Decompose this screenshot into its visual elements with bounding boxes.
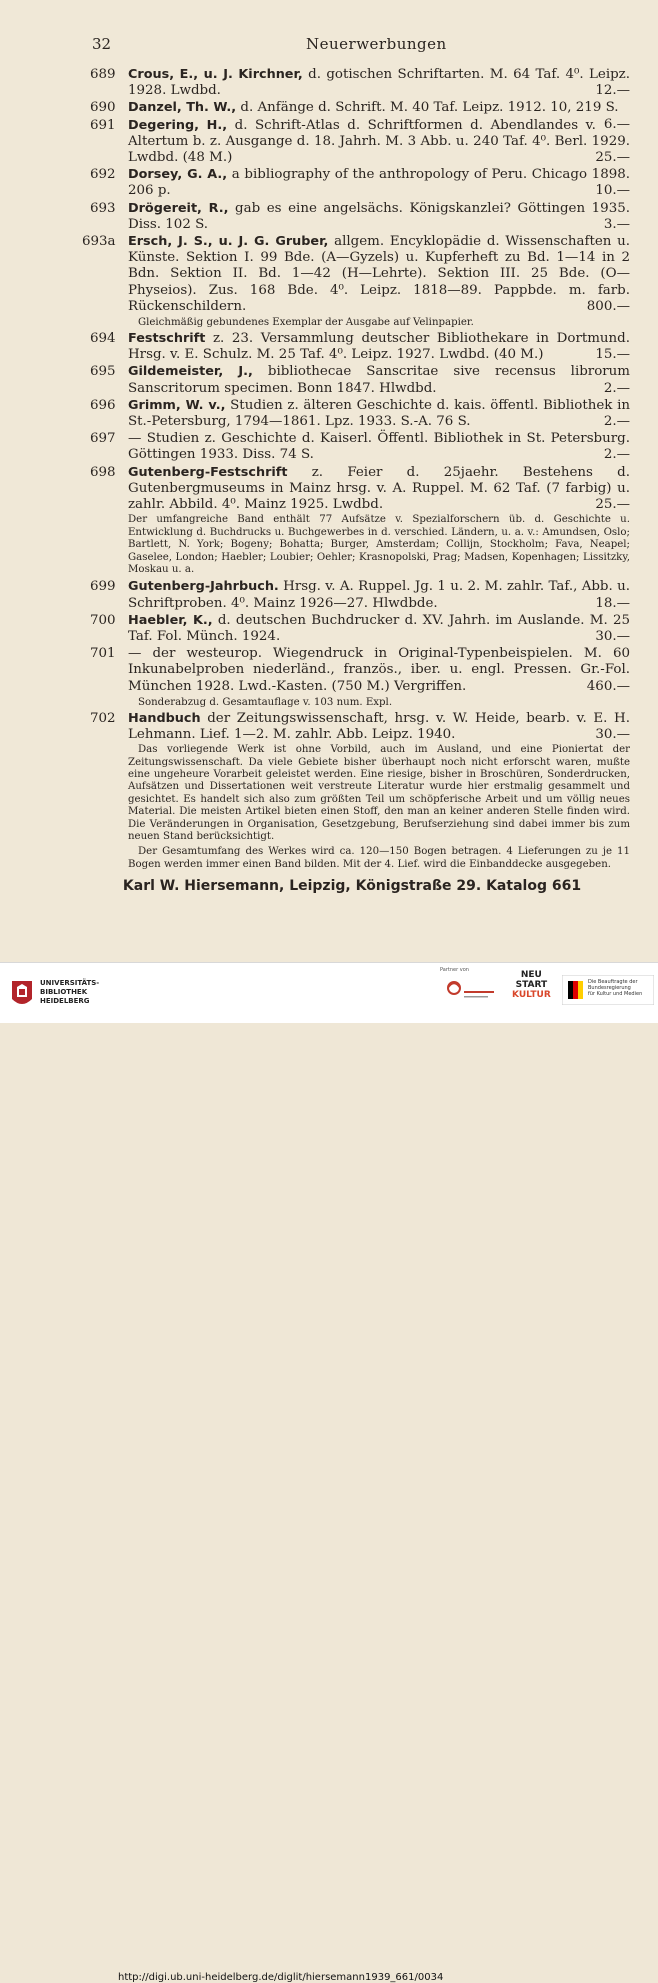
entry-note: Sonderabzug d. Gesamtauflage v. 103 num. Expl.	[138, 696, 393, 708]
entry-author: Gildemeister, J.,	[128, 364, 253, 380]
entry-text: — Studien z. Geschichte d. Kaiserl. Öffentl. Bibliothek in St. Petersburg. Göttingen 1933. Diss. 74 S.	[128, 431, 630, 463]
entry-price: 800.—	[586, 298, 630, 314]
entry-price: 3.—	[603, 216, 630, 232]
entry-price: 30.—	[595, 628, 630, 644]
entry-text: z. 23. Versammlung deutscher Bibliothekare in Dortmund. Hrsg. v. E. Schulz. M. 25 Taf. 4⁰. Leipz. 1927. Lwdbd. (40 M.)	[128, 331, 630, 363]
entry-693	[90, 201, 630, 233]
neustart-kultur-logo: NEU START KULTUR	[512, 970, 551, 1000]
entry-price: 30.—	[595, 726, 630, 742]
catalog-footer: Karl W. Hiersemann, Leipzig, Königstraße 29. Katalog 661	[122, 878, 582, 894]
entry-author: Gutenberg-Festschrift	[128, 464, 288, 480]
page-number: 32	[92, 35, 112, 53]
entry-702	[90, 711, 630, 743]
entry-author: Degering, H.,	[128, 117, 228, 133]
entry-price: 460.—	[586, 678, 630, 694]
entry-author: Gutenberg-Jahrbuch.	[128, 579, 279, 595]
entry-note: Der umfangreiche Band enthält 77 Aufsätze v. Spezialforschern üb. d. Geschichte u. Entwicklung d. Buchdrucks u. Buchgewerbes in d. verschied. Ländern, u. a. v.: Amundsen, Oslo; Bartlett, N. York; Bogeny; Bohatta; Burger, Amsterdam; Collijn, Stockholm; Fava, Neapel; Gaselee, London; Haebler; Loubier; Oehler; Krasnopolski, Prag; Madsen, Kopenhagen; Lissitzky, Moskau u. a.	[128, 514, 630, 575]
entry-price: 25.—	[595, 150, 630, 166]
entry-price: 25.—	[595, 497, 630, 513]
entry-number: 693	[90, 200, 116, 216]
entry-note: Das vorliegende Werk ist ohne Vorbild, auch im Ausland, und eine Pioniertat der Zeitungswissenschaft. Da viele Gebiete bisher überhaupt noch nicht erforscht waren, mußte eine ungeheure Vorarbeit geleistet werden. Eine riesige, bisher in Broschüren, Sonderdrucken, Aufsätzen und Dissertationen weit verstreute Literatur wurde hier erstmalig gesammelt und gesichtet. Es handelt sich also zum größten Teil um schöpferische Arbeit und um völlig neues Material. Die meisten Artikel bieten einen Stoff, den man an keiner anderen Stelle finden wird. Die Veränderungen in Organisation, Gesetzgebung, Berufserziehung sind dabei immer bis zum neuen Stand berücksichtigt.	[128, 744, 630, 842]
entry-694	[90, 331, 630, 363]
entry-text: der Zeitungswissenschaft, hrsg. v. W. Heide, bearb. v. E. H. Lehmann. Lief. 1—2. M. zahlr. Abb. Leipz. 1940.	[128, 710, 630, 742]
entry-price: 18.—	[595, 595, 630, 611]
entry-author: Dorsey, G. A.,	[128, 167, 228, 183]
entry-number: 689	[90, 67, 116, 82]
entry-text: d. gotischen Schriftarten. M. 64 Taf. 4⁰. Leipz. 1928. Lwdbd.	[128, 67, 630, 99]
entry-price: 2.—	[603, 447, 630, 463]
entry-text: bibliothecae Sanscritae sive recensus librorum Sanscritorum specimen. Bonn 1847. Hlwdbd.	[128, 364, 630, 396]
page-title: Neuerwerbungen	[306, 35, 447, 53]
bkm-label: Die Beauftragte der Bundesregierung für Kultur und Medien	[588, 979, 643, 997]
entry-number: 695	[90, 364, 116, 380]
entry-text: gab es eine angelsächs. Königskanzlei? Göttingen 1935. Diss. 102 S.	[128, 200, 630, 232]
heidelberg-seal-icon	[8, 979, 36, 1009]
entry-692	[90, 167, 630, 199]
entry-700	[90, 613, 630, 645]
catalog-page	[0, 0, 658, 962]
page-header	[92, 35, 628, 55]
entry-note: Der Gesamtumfang des Werkes wird ca. 120—150 Bogen betragen. 4 Lieferungen zu je 11 Bogen werden immer einen Band bilden. Mit der 4. Lief. wird die Einbanddecke ausgegeben.	[128, 846, 630, 870]
entry-number: 697	[90, 431, 116, 447]
entry-number: 692	[90, 167, 116, 183]
entry-text: allgem. Encyklopädie d. Wissenschaften u. Künste. Sektion I. 99 Bde. (A—Gyzels) u. Kupferheft zu Bd. 1—14 in 2 Bdn. Sektion II. Bd. 1—42 (H—Lehrte). Sektion III. 25 Bde. (O—Physeios). Zus. 168 Bde. 4⁰. Leipz. 1818—89. Pappbde. m. farb. Rückenschildern.	[128, 234, 630, 314]
entry-author: Grimm, W. v.,	[128, 397, 226, 413]
entry-699	[90, 579, 630, 611]
entry-689	[90, 67, 630, 99]
entry-696	[90, 398, 630, 430]
entry-691	[90, 118, 630, 167]
viewer-footer-bar	[0, 962, 658, 1983]
entry-697	[90, 431, 630, 463]
entry-number: 694	[90, 331, 116, 347]
entry-price: 15.—	[595, 347, 630, 363]
entry-number: 700	[90, 612, 116, 628]
entry-author: Ersch, J. S., u. J. G. Gruber,	[128, 234, 329, 250]
entry-price: 2.—	[603, 380, 630, 396]
entry-number: 696	[90, 397, 116, 413]
entry-701	[90, 646, 630, 695]
entry-text: Hrsg. v. A. Ruppel. Jg. 1 u. 2. M. zahlr. Taf., Abb. u. Schriftproben. 4⁰. Mainz 1926—27. Hlwdbde.	[128, 579, 630, 611]
entry-695	[90, 364, 630, 396]
entry-number: 690	[90, 100, 116, 116]
entry-text: — der westeurop. Wiegendruck in Original-Typenbeispielen. M. 60 Inkunabelproben niederländ., französ., iber. u. engl. Pressen. Gr.-Fol. München 1928. Lwd.-Kasten. (750 M.) Vergriffen.	[128, 646, 630, 694]
entry-author: Crous, E., u. J. Kirchner,	[128, 67, 303, 82]
library-name: UNIVERSITÄTS- BIBLIOTHEK HEIDELBERG	[40, 979, 100, 1005]
entry-author: Handbuch	[128, 710, 201, 726]
entry-698	[90, 465, 630, 514]
entry-693a	[82, 234, 630, 315]
entry-number: 693a	[82, 234, 116, 250]
entry-price: 2.—	[603, 414, 630, 430]
entry-text: a bibliography of the anthropology of Peru. Chicago 1898. 206 p.	[128, 167, 631, 199]
partner-label: Partner von	[440, 967, 469, 973]
entry-text: d. deutschen Buchdrucker d. XV. Jahrh. im Auslande. M. 25 Taf. Fol. Münch. 1924.	[128, 612, 630, 644]
entry-note: Gleichmäßig gebundenes Exemplar der Ausgabe auf Velinpapier.	[138, 317, 474, 329]
entry-text: d. Schrift-Atlas d. Schriftformen d. Abendlandes v. Altertum b. z. Ausgange d. 18. Jahrh. M. 3 Abb. u. 240 Taf. 4⁰. Berl. 1929. Lwdbd. (48 M.)	[128, 117, 630, 166]
partner-logo-icon	[438, 975, 498, 1005]
permalink[interactable]: http://digi.ub.uni-heidelberg.de/diglit/hiersemann1939_661/0034	[118, 1972, 444, 1983]
entry-number: 691	[90, 117, 116, 133]
entry-number: 698	[90, 464, 116, 480]
entry-text: z. Feier d. 25jaehr. Bestehens d. Gutenbergmuseums in Mainz hrsg. v. A. Ruppel. M. 62 Taf. (7 farbig) u. zahlr. Abbild. 4⁰. Mainz 1925. Lwdbd.	[128, 464, 630, 513]
entry-author: Haebler, K.,	[128, 612, 213, 628]
entry-number: 702	[90, 710, 116, 726]
entry-text: Studien z. älteren Geschichte d. kais. öffentl. Bibliothek in St.-Petersburg, 1794—1861. Lpz. 1933. S.-A. 76 S.	[128, 397, 630, 430]
entry-number: 699	[90, 579, 116, 595]
entry-text: d. Anfänge d. Schrift. M. 40 Taf. Leipz. 1912. 10, 219 S.	[236, 100, 619, 116]
entry-author: Festschrift	[128, 331, 206, 347]
entry-author: Drögereit, R.,	[128, 200, 229, 216]
entry-price: 6.—	[603, 116, 630, 132]
entry-price: 10.—	[595, 183, 630, 199]
entry-number: 701	[90, 646, 116, 662]
entry-list	[82, 67, 631, 874]
entry-author: Danzel, Th. W.,	[128, 100, 237, 116]
entry-price: 12.—	[595, 83, 630, 99]
